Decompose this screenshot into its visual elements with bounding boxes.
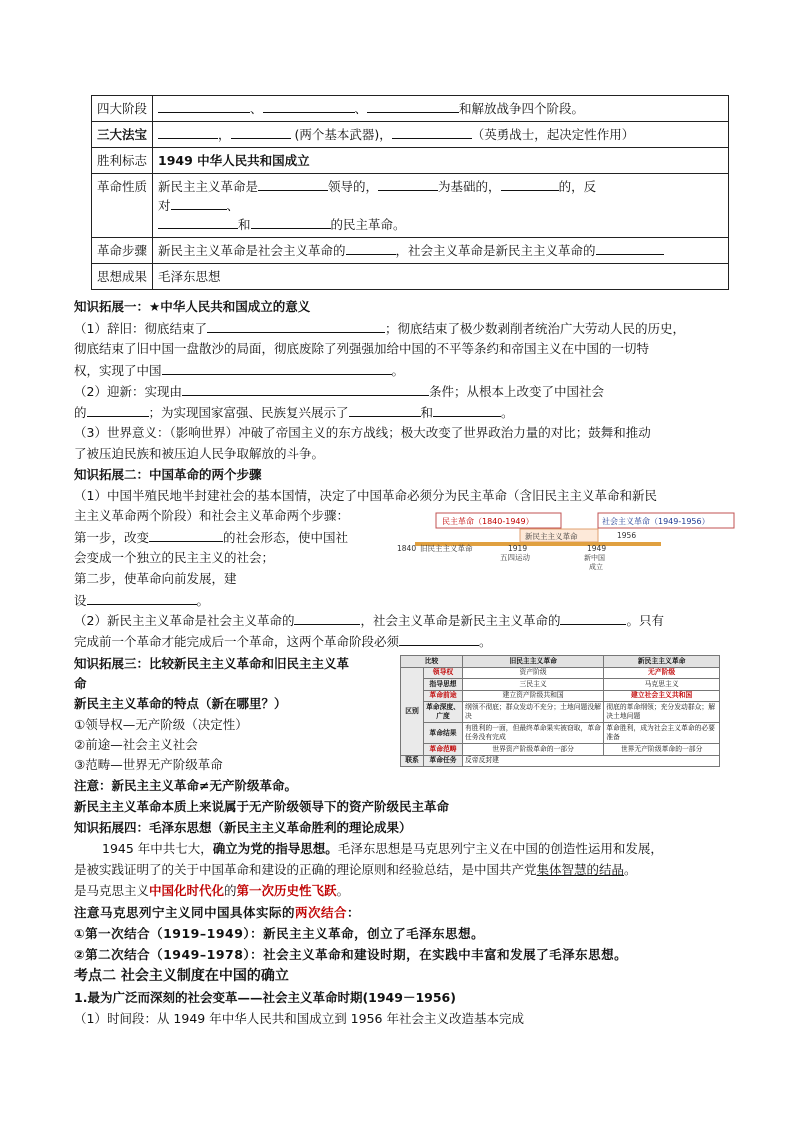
row-value: 新民主主义革命是社会主义革命的 ，社会主义革命是新民主主义革命的 — [153, 238, 729, 264]
ext4-line: 是被实践证明了的关于中国革命和建设的正确的理论原则和经验总结，是中国共产党集体智慧的结晶。 — [74, 862, 637, 877]
fill-blank[interactable] — [158, 125, 218, 139]
row-value: 新民主主义革命是 领导的， 为基础的， 的，反 对 、 和 的民主革命。 — [153, 174, 729, 238]
table-row: 革命范畴 世界资产阶级革命的一部分 世界无产阶级革命的一部分 — [401, 744, 720, 756]
new-democratic-label: 新民主主义革命 — [525, 532, 578, 541]
ext2-line: 第二步，使革命向前发展，建 — [74, 571, 237, 586]
table-row: 指导思想 三民主义 马克思主义 — [401, 679, 720, 691]
fill-blank[interactable] — [392, 125, 472, 139]
ext3-item: ③范畴—世界无产阶级革命 — [74, 757, 223, 772]
comparison-table — [400, 655, 720, 773]
table-row — [92, 96, 729, 122]
fill-blank[interactable] — [349, 403, 421, 417]
ext2-line: 设 。 — [74, 593, 210, 608]
fill-blank[interactable] — [596, 241, 664, 255]
row-value: ， (两个基本武器)， （英勇战士，起决定性作用） — [153, 122, 729, 148]
ext2-line: （1）中国半殖民地半封建社会的基本国情，决定了中国革命必须分为民主革命（含旧民主主义革命和新民 — [74, 488, 657, 503]
ext1-line: 彻底结束了旧中国一盘散沙的局面，彻底废除了列强强加给中国的不平等条约和帝国主义在中国的一切特 — [74, 341, 650, 356]
prc-label-1: 新中国 — [584, 554, 605, 562]
ext4-line: 是马克思主义中国化时代化的第一次历史性飞跃。 — [74, 883, 350, 898]
row-key: 三大法宝 — [92, 122, 153, 148]
ext1-line: （1）辞旧：彻底结束了 ；彻底结束了极少数剥削者统治广大劳动人民的历史， — [74, 321, 685, 336]
section2-line: （1）时间段：从 1949 年中华人民共和国成立到 1956 年社会主义改造基本完成 — [74, 1011, 524, 1026]
table-row: 比较 旧民主主义革命 新民主主义革命 — [401, 656, 720, 668]
fill-blank[interactable] — [162, 361, 392, 375]
ext4-title: 知识拓展四：毛泽东思想（新民主主义革命胜利的理论成果） — [74, 820, 412, 835]
row-value: 、 、 和解放战争四个阶段。 — [153, 96, 729, 122]
ext3-essence: 新民主主义革命本质上来说属于无产阶级领导下的资产阶级民主革命 — [74, 799, 450, 814]
section2-title: 考点二 社会主义制度在中国的确立 — [74, 968, 289, 984]
ext4-line: 1945 年中共七大，确立为党的指导思想。毛泽东思想是马克思列宁主义在中国的创造性运用和发展， — [102, 841, 663, 856]
summary-table — [91, 95, 729, 290]
ext3-subtitle: 新民主主义革命的特点（新在哪里？） — [74, 696, 287, 711]
table-row — [92, 122, 729, 148]
row-key: 四大阶段 — [92, 96, 153, 122]
year-1840: 1840 — [397, 544, 417, 553]
revolution-timeline — [395, 509, 740, 575]
ext2-title: 知识拓展二：中国革命的两个步骤 — [74, 467, 262, 482]
ext3-title: 命 — [74, 676, 87, 691]
fill-blank[interactable] — [87, 591, 197, 605]
table-row — [92, 264, 729, 290]
ext1-line: 的 ；为实现国家富强、民族复兴展示了 和 。 — [74, 405, 514, 420]
table-row — [92, 148, 729, 174]
row-value: 毛泽东思想 — [153, 264, 729, 290]
table-row: 联系 革命任务 反帝反封建 — [401, 755, 720, 767]
fill-blank[interactable] — [501, 177, 559, 191]
row-value: 1949 中华人民共和国成立 — [153, 148, 729, 174]
fill-blank[interactable] — [433, 403, 501, 417]
ext2-line: 第一步，改变 的社会形态，使中国社 — [74, 530, 349, 545]
fill-blank[interactable] — [399, 632, 479, 646]
fill-blank[interactable] — [149, 528, 223, 542]
fill-blank[interactable] — [171, 196, 227, 210]
fill-blank[interactable] — [560, 611, 626, 625]
fill-blank[interactable] — [207, 319, 385, 333]
ext2-line: 会变成一个独立的民主主义的社会； — [74, 550, 275, 565]
table-row: 革命深度、广度 纲领不彻底；群众发动不充分；土地问题没解决 彻底的革命纲领；充分发动群众；解决土地问题 — [401, 702, 720, 723]
table-row — [92, 238, 729, 264]
fill-blank[interactable] — [258, 177, 328, 191]
ext2-line: （2）新民主主义革命是社会主义革命的 ，社会主义革命是新民主主义革命的 。只有 — [74, 613, 664, 628]
fill-blank[interactable] — [182, 382, 429, 396]
ext2-line: 完成前一个革命才能完成后一个革命，这两个革命阶段必须 。 — [74, 634, 492, 649]
fill-blank[interactable] — [158, 99, 250, 113]
section2-subtitle: 1.最为广泛而深刻的社会变革——社会主义革命时期(1949－1956) — [74, 990, 456, 1005]
year-1949: 1949 — [587, 544, 607, 553]
fill-blank[interactable] — [231, 125, 291, 139]
ext4-line: ②第二次结合（1949–1978）：社会主义革命和建设时期，在实践中丰富和发展了毛泽东思想。 — [74, 947, 628, 962]
may-fourth-label: 五四运动 — [500, 553, 530, 562]
fill-blank[interactable] — [367, 99, 459, 113]
year-1919: 1919 — [508, 544, 528, 553]
ext3-item: ①领导权—无产阶级（决定性） — [74, 717, 248, 732]
ext3-title: 知识拓展三：比较新民主主义革命和旧民主主义革 — [74, 656, 350, 671]
year-1956: 1956 — [617, 531, 637, 540]
fill-blank[interactable] — [87, 403, 149, 417]
ext1-title: 知识拓展一：★中华人民共和国成立的意义 — [74, 299, 311, 314]
ext1-line: （3）世界意义：（影响世界）冲破了帝国主义的东方战线；极大改变了世界政治力量的对比；鼓舞和推动 — [74, 425, 651, 440]
prc-label-2: 成立 — [589, 563, 603, 571]
socialist-revolution-label: 社会主义革命（1949-1956） — [602, 517, 710, 526]
ext1-line: 权，实现了中国 。 — [74, 363, 405, 378]
democratic-revolution-label: 民主革命（1840-1949） — [442, 517, 534, 526]
old-democratic-label: 旧民主主义革命 — [420, 544, 473, 553]
ext4-line: 注意马克思列宁主义同中国具体实际的两次结合： — [74, 905, 361, 920]
ext3-note: 注意：新民主主义革命≠无产阶级革命。 — [74, 778, 297, 793]
fill-blank[interactable] — [378, 177, 438, 191]
table-row: 革命前途 建立资产阶级共和国 建立社会主义共和国 — [401, 690, 720, 702]
row-key: 革命步骤 — [92, 238, 153, 264]
ext2-line: 主主义革命两个阶段）和社会主义革命两个步骤： — [74, 508, 350, 523]
fill-blank[interactable] — [158, 215, 238, 229]
ext4-line: ①第一次结合（1919–1949）：新民主主义革命，创立了毛泽东思想。 — [74, 926, 485, 941]
ext3-item: ②前途—社会主义社会 — [74, 737, 198, 752]
fill-blank[interactable] — [263, 99, 355, 113]
fill-blank[interactable] — [251, 215, 331, 229]
table-row: 区别 领导权 资产阶级 无产阶级 — [401, 667, 720, 679]
table-row: 革命结果 有胜利的一面，但最终革命果实被窃取，革命任务没有完成 革命胜利，成为社会主义革命的必要准备 — [401, 723, 720, 744]
row-key: 胜利标志 — [92, 148, 153, 174]
ext1-line: （2）迎新：实现由 条件；从根本上改变了中国社会 — [74, 384, 604, 399]
table-row — [92, 174, 729, 238]
fill-blank[interactable] — [346, 241, 396, 255]
fill-blank[interactable] — [294, 611, 360, 625]
row-key: 思想成果 — [92, 264, 153, 290]
row-key: 革命性质 — [92, 174, 153, 238]
ext1-line: 了被压迫民族和被压迫人民争取解放的斗争。 — [74, 446, 325, 461]
